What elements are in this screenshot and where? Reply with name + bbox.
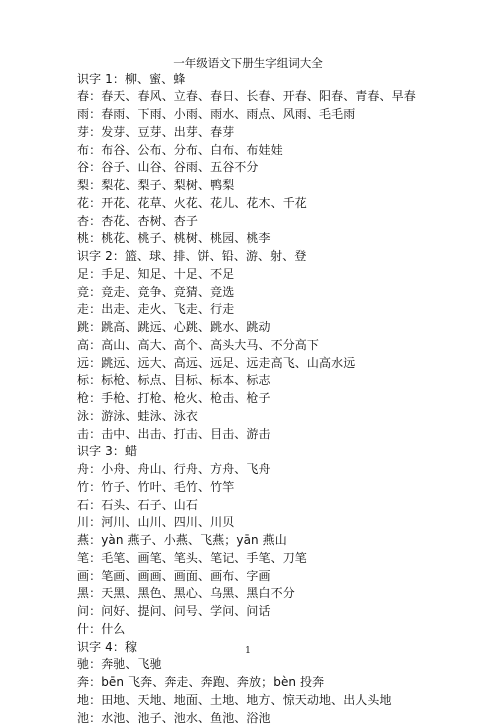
entry-line: 燕：yàn 燕子、小燕、飞燕；yān 燕山: [77, 532, 437, 550]
section-heading-4: 识字 4：稼: [77, 639, 437, 657]
section-heading-1: 识字 1：柳、蜜、蜂: [77, 71, 437, 89]
entry-line: 杏：杏花、杏树、杏子: [77, 213, 437, 231]
entry-line: 标：标枪、标点、目标、标本、标志: [77, 372, 437, 390]
entry-line: 地：田地、天地、地面、土地、地方、惊天动地、出人头地: [77, 692, 437, 710]
entry-line: 笔：毛笔、画笔、笔头、笔记、手笔、刀笔: [77, 550, 437, 568]
entry-line: 芽：发芽、豆芽、出芽、春芽: [77, 124, 437, 142]
entry-line: 雨：春雨、下雨、小雨、雨水、雨点、风雨、毛毛雨: [77, 106, 437, 124]
entry-line: 川：河川、山川、四川、川贝: [77, 514, 437, 532]
entry-line: 高：高山、高大、高个、高头大马、不分高下: [77, 337, 437, 355]
word-list: [77, 71, 437, 727]
entry-line: 什：什么: [77, 621, 437, 639]
entry-line: 竹：竹子、竹叶、毛竹、竹竿: [77, 479, 437, 497]
entry-line: 池：水池、池子、池水、鱼池、浴池: [77, 710, 437, 727]
entry-line: 击：击中、出击、打击、目击、游击: [77, 426, 437, 444]
entry-line: 走：出走、走火、飞走、行走: [77, 301, 437, 319]
entry-line: 石：石头、石子、山石: [77, 497, 437, 515]
entry-line: 枪：手枪、打枪、枪火、枪击、枪子: [77, 390, 437, 408]
page-number: 1: [0, 645, 496, 657]
entry-line: 桃：桃花、桃子、桃树、桃园、桃李: [77, 230, 437, 248]
entry-line: 春：春天、春风、立春、春日、长春、开春、阳春、青春、早春: [77, 88, 437, 106]
entry-line: 足：手足、知足、十足、不足: [77, 266, 437, 284]
entry-line: 奔：bēn 飞奔、奔走、奔跑、奔放；bèn 投奔: [77, 674, 437, 692]
entry-line: 黑：天黑、黑色、黑心、乌黑、黑白不分: [77, 585, 437, 603]
entry-line: 远：跳远、远大、高远、远足、远走高飞、山高水远: [77, 355, 437, 373]
entry-line: 梨：梨花、梨子、梨树、鸭梨: [77, 177, 437, 195]
entry-line: 泳：游泳、蛙泳、泳衣: [77, 408, 437, 426]
section-heading-2: 识字 2：篮、球、排、饼、铅、游、射、登: [77, 248, 437, 266]
entry-line: 画：笔画、画画、画面、画布、字画: [77, 568, 437, 586]
entry-line: 跳：跳高、跳远、心跳、跳水、跳动: [77, 319, 437, 337]
entry-line: 驰：奔驰、飞驰: [77, 656, 437, 674]
section-heading-3: 识字 3：蜡: [77, 443, 437, 461]
entry-line: 问：问好、提问、问号、学问、问话: [77, 603, 437, 621]
entry-line: 布：布谷、公布、分布、白布、布娃娃: [77, 142, 437, 160]
entry-line: 花：开花、花草、火花、花儿、花木、千花: [77, 195, 437, 213]
document-title: 一年级语文下册生字组词大全: [0, 55, 496, 71]
entry-line: 谷：谷子、山谷、谷雨、五谷不分: [77, 159, 437, 177]
entry-line: 舟：小舟、舟山、行舟、方舟、飞舟: [77, 461, 437, 479]
entry-line: 竞：竞走、竞争、竞猜、竞选: [77, 284, 437, 302]
